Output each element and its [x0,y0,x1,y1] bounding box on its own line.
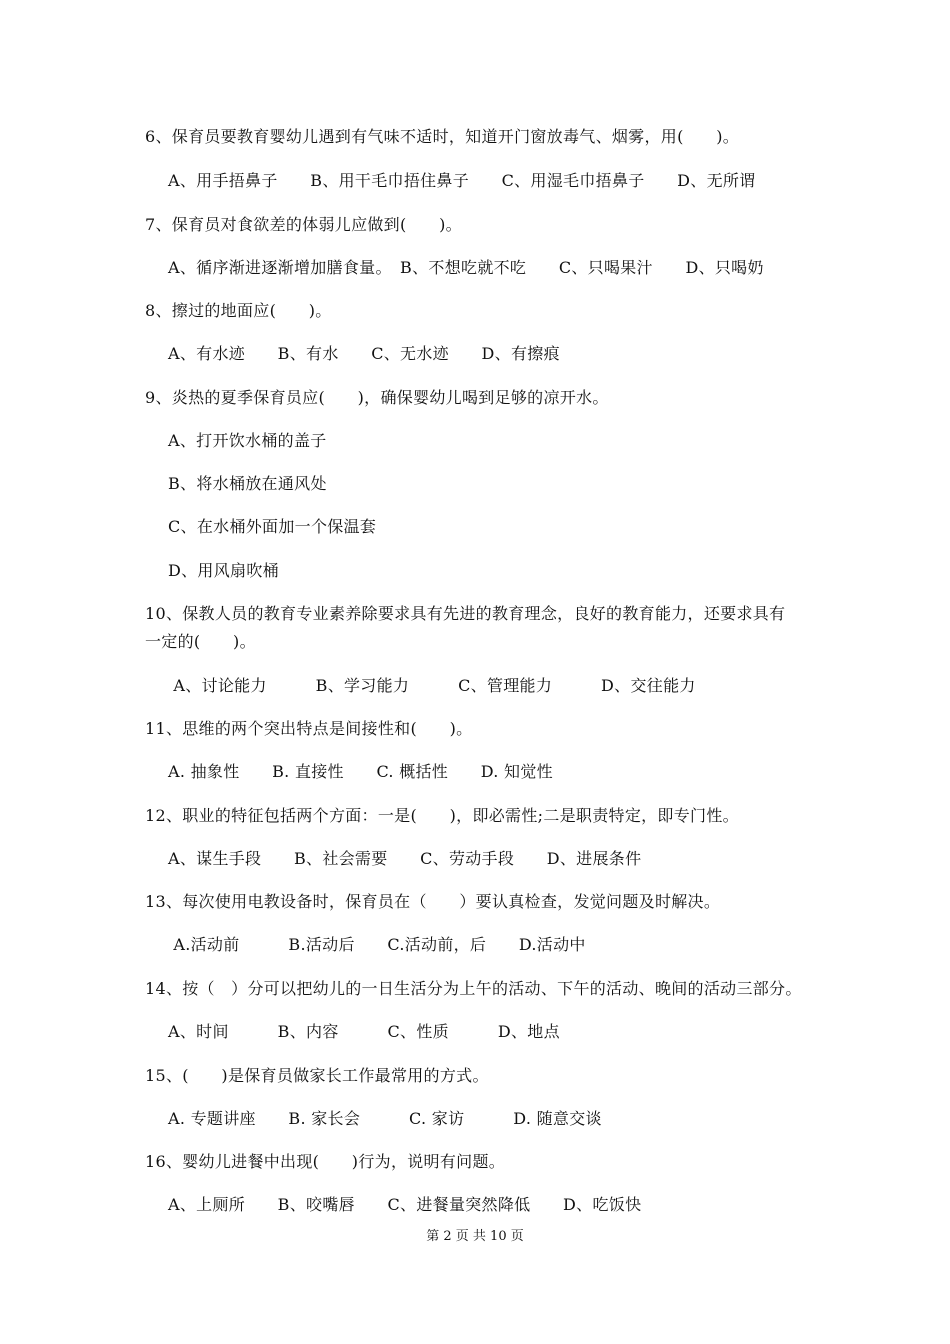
question-8-stem: 8、擦过的地面应( )。 [145,301,332,320]
question-9-options: D、用风扇吹桶 [168,561,279,580]
question-14-options: A、时间 B、内容 C、性质 D、地点 [168,1022,560,1041]
question-6-stem: 6、保育员要教育婴幼儿遇到有气味不适时，知道开门窗放毒气、烟雾，用( )。 [145,127,740,146]
question-11-options: A. 抽象性 B. 直接性 C. 概括性 D. 知觉性 [168,762,553,781]
question-8-options: A、有水迹 B、有水 C、无水迹 D、有擦痕 [168,344,560,363]
question-12-stem: 12、职业的特征包括两个方面：一是( )，即必需性;二是职责特定，即专门性。 [145,806,739,825]
question-13-stem: 13、每次使用电教设备时，保育员在（ ）要认真检查，发觉问题及时解决。 [145,892,721,911]
question-9-options: A、打开饮水桶的盖子 [168,431,327,450]
question-9-stem: 9、炎热的夏季保育员应( )，确保婴幼儿喝到足够的凉开水。 [145,388,609,407]
page-footer: 第 2 页 共 10 页 [426,1229,524,1244]
question-14-stem: 14、按（ ）分可以把幼儿的一日生活分为上午的活动、下午的活动、晚间的活动三部分。 [145,979,802,998]
question-9-options: B、将水桶放在通风处 [168,474,327,493]
question-15-options: A. 专题讲座 B. 家长会 C. 家访 D. 随意交谈 [168,1109,602,1128]
question-10-stem: 一定的( )。 [145,632,256,651]
question-11-stem: 11、思维的两个突出特点是间接性和( )。 [145,719,473,738]
question-16-options: A、上厕所 B、咬嘴唇 C、进餐量突然降低 D、吃饭快 [168,1195,642,1214]
question-15-stem: 15、( )是保育员做家长工作最常用的方式。 [145,1066,489,1085]
question-10-options: A、讨论能力 B、学习能力 C、管理能力 D、交往能力 [168,676,696,695]
question-7-options: A、循序渐进逐渐增加膳食量。 B、不想吃就不吃 C、只喝果汁 D、只喝奶 [168,258,764,277]
question-6-options: A、用手捂鼻子 B、用干毛巾捂住鼻子 C、用湿毛巾捂鼻子 D、无所谓 [168,171,756,190]
question-10-stem: 10、保教人员的教育专业素养除要求具有先进的教育理念，良好的教育能力，还要求具有 [145,604,786,623]
question-12-options: A、谋生手段 B、社会需要 C、劳动手段 D、进展条件 [168,849,642,868]
question-16-stem: 16、婴幼儿进餐中出现( )行为，说明有问题。 [145,1152,506,1171]
question-13-options: A.活动前 B.活动后 C.活动前，后 D.活动中 [168,935,586,954]
question-9-options: C、在水桶外面加一个保温套 [168,517,377,536]
question-7-stem: 7、保育员对食欲差的体弱儿应做到( )。 [145,215,462,234]
